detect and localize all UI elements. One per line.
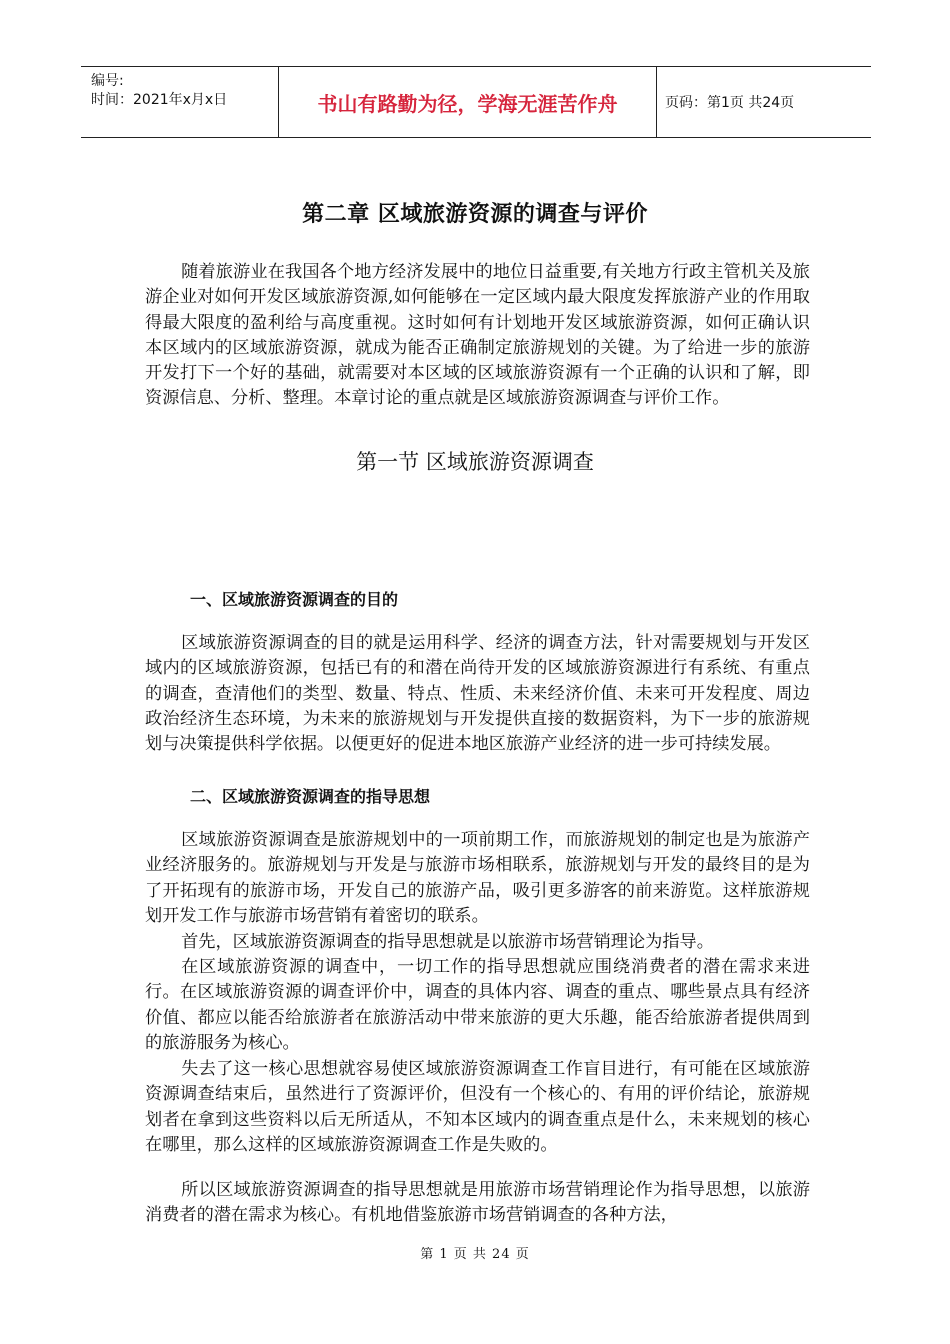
header-meta (81, 67, 279, 137)
paragraph-failure: 失去了这一核心思想就容易使区域旅游资源调查工作盲目进行，有可能在区域旅游资源调查结束后，虽然进行了资源评价，但没有一个核心的、有用的评价结论，旅游规划者在拿到这些资料以后无所适从，不知本区域内的调查重点是什么，未来规划的核心在哪里，那么这样的区域旅游资源调查工作是失败的。 (145, 1059, 810, 1155)
paragraph-first: 首先，区域旅游资源调查的指导思想就是以旅游市场营销理论为指导。 (181, 932, 714, 952)
document-number-label: 编号: (91, 73, 124, 89)
paragraph-guiding-idea: 区域旅游资源调查是旅游规划中的一项前期工作，而旅游规划的制定也是为旅游产业经济服务的。旅游规划与开发是与旅游市场相联系，旅游规划与开发的最终目的是为了开拓现有的旅游市场，开发自己的旅游产品，吸引更多游客的前来游览。这样旅游规划开发工作与旅游市场营销有着密切的联系。 (145, 830, 810, 926)
header-motto: 书山有路勤为径，学海无涯苦作舟 (279, 67, 657, 137)
header-page-label: 页码：第1页 共24页 (665, 95, 795, 111)
section-title: 第一节 区域旅游资源调查 (356, 450, 594, 474)
document-date-label: 时间：2021年x月x日 (91, 92, 228, 108)
paragraph-purpose: 区域旅游资源调查的目的就是运用科学、经济的调查方法，针对需要规划与开发区域内的区域旅游资源，包括已有的和潜在尚待开发的区域旅游资源进行有系统、有重点的调查，查清他们的类型、数量、特点、性质、未来经济价值、未来可开发程度、周边政治经济生态环境，为未来的旅游规划与开发提供直接的数据资料，为下一步的旅游规划与决策提供科学依据。以便更好的促进本地区旅游产业经济的进一步可持续发展。 (145, 633, 810, 755)
chapter-title: 第二章 区域旅游资源的调查与评价 (302, 202, 648, 227)
paragraph-conclusion: 所以区域旅游资源调查的指导思想就是用旅游市场营销理论作为指导思想，以旅游消费者的潜在需求为核心。有机地借鉴旅游市场营销调查的各种方法， (145, 1180, 810, 1226)
page-footer: 第 1 页 共 24 页 (420, 1247, 530, 1262)
paragraph-core: 在区域旅游资源的调查中，一切工作的指导思想就应围绕消费者的潜在需求来进行。在区域旅游资源的调查评价中，调查的具体内容、调查的重点、哪些景点具有经济价值、都应以能否给旅游者在旅游活动中带来旅游的更大乐趣，能否给旅游者提供周到的旅游服务为核心。 (145, 957, 810, 1053)
subheading-purpose: 一、区域旅游资源调查的目的 (190, 590, 399, 609)
intro-paragraph: 随着旅游业在我国各个地方经济发展中的地位日益重要,有关地方行政主管机关及旅游企业对如何开发区域旅游资源,如何能够在一定区域内最大限度发挥旅游产业的作用取得最大限度的盈利给与高度重视。这时如何有计划地开发区域旅游资源，如何正确认识本区域内的区域旅游资源，就成为能否正确制定旅游规划的关键。为了给进一步的旅游开发打下一个好的基础，就需要对本区域的区域旅游资源有一个正确的认识和了解，即资源信息、分析、整理。本章讨论的重点就是区域旅游资源调查与评价工作。 (145, 262, 810, 409)
document-header (81, 66, 871, 138)
subheading-guiding-idea: 二、区域旅游资源调查的指导思想 (190, 787, 431, 806)
